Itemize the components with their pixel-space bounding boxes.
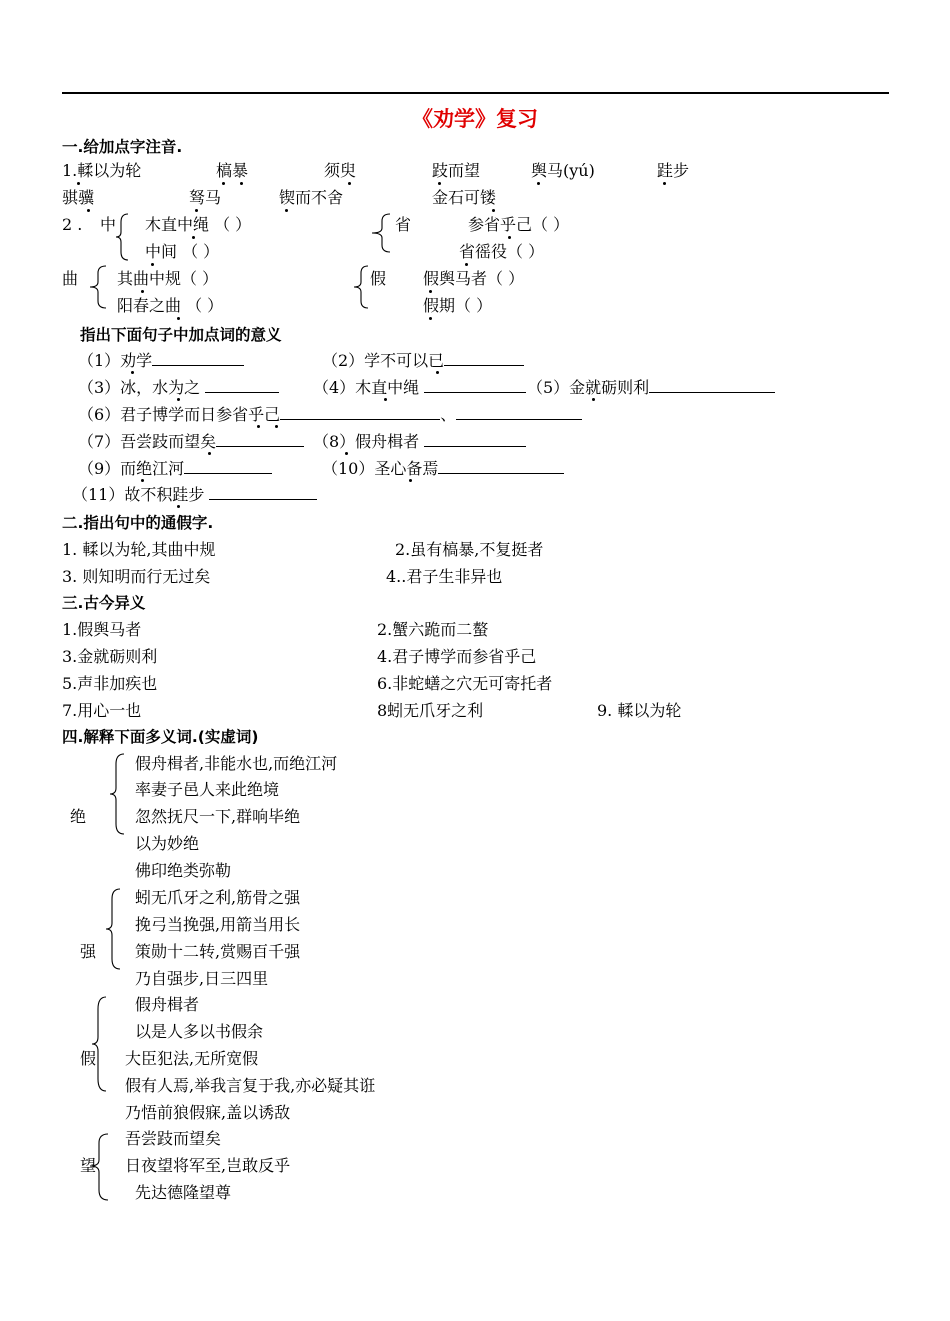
xing-a: 参省乎己（ ） [468,215,570,234]
meaning-item: （6）君子博学而日参省乎己 、 [78,404,582,425]
emphasis-dot [257,425,260,428]
emphasis-dot [195,209,198,212]
answer-blank[interactable] [444,350,524,366]
wang-example: 日夜望将军至,岂敢反乎 [125,1156,291,1175]
brace-icon [370,212,392,254]
meaning-item: （5）金就砺则利 [527,377,775,398]
zhong-a: 木直中绳 （ ） [145,215,252,234]
emphasis-dot [348,182,351,185]
emphasis-dot [240,182,243,185]
qiang-example: 策勋十二转,赏赐百千强 [135,942,301,961]
qiang-example: 挽弓当挽强,用箭当用长 [135,915,301,934]
jue-example: 佛印绝类弥勒 [135,861,232,880]
emphasis-dot [592,398,595,401]
polysemy-word-jue: 绝 [70,807,87,826]
wang-example: 吾尝跂而望矣 [125,1129,222,1148]
answer-blank[interactable] [424,431,526,447]
emphasis-dot [208,452,211,455]
emphasis-dot [537,182,540,185]
meaning-item: （9）而绝江河 [78,458,272,479]
word-9: 锲而不舍 [279,188,344,207]
word-10: 金石可镂 [432,188,497,207]
jue-example: 以为妙绝 [135,834,200,853]
meaning-item: （10）圣心备焉 [322,458,564,479]
brace-icon [108,752,126,836]
brace-icon [352,264,370,310]
section-4-heading: 四.解释下面多义词.(实虚词) [62,728,259,746]
polysemy-word-qiang: 强 [80,942,97,961]
item-2-number: 2 . [62,215,83,234]
emphasis-dot [508,236,511,239]
meaning-item: （1）劝学 [78,350,244,371]
zhong-char: 中 [100,215,117,234]
answer-blank[interactable] [438,458,564,474]
tongjia-item: 1. 輮以为轮,其曲中规 [62,540,216,559]
word-2: 槁暴 [216,161,249,180]
qu-char: 曲 [62,269,79,288]
section-3-heading: 三.古今异义 [62,594,146,612]
answer-blank[interactable] [424,377,526,393]
qiang-example: 乃自强步,日三四里 [135,969,269,988]
page-title: 《劝学》复习 [412,107,538,131]
tongjia-item: 2.虽有槁暴,不复挺者 [395,540,544,559]
answer-blank[interactable] [216,431,304,447]
gujin-item: 4.君子博学而参省乎己 [377,647,537,666]
answer-blank[interactable] [152,350,244,366]
gujin-item: 3.金就砺则利 [62,647,158,666]
emphasis-dot [151,263,154,266]
section-1-heading: 一.给加点字注音. [62,138,183,156]
qu-a: 其曲中规（ ） [117,269,219,288]
emphasis-dot [77,182,80,185]
answer-blank[interactable] [184,458,272,474]
word-3: 须臾 [324,161,357,180]
qu-b: 阳春之曲 （ ） [117,296,224,315]
jia-example: 乃悟前狼假寐,盖以诱敌 [125,1103,291,1122]
gujin-item: 7.用心一也 [62,701,142,720]
emphasis-dot [87,209,90,212]
jia-example: 假舟楫者 [135,995,200,1014]
tongjia-item: 4..君子生非异也 [386,567,503,586]
meaning-item: （2）学不可以已 [322,350,524,371]
jia-example: 大臣犯法,无所宽假 [125,1049,259,1068]
emphasis-dot [192,236,195,239]
answer-blank[interactable] [205,377,279,393]
brace-icon [88,264,108,310]
jue-example: 忽然抚尺一下,群响毕绝 [135,807,301,826]
xing-b: 省徭役（ ） [459,242,545,261]
meaning-item: （11）故不积跬步 [72,484,317,505]
answer-blank[interactable] [649,377,775,393]
emphasis-dot [141,479,144,482]
section-1-subheading: 指出下面句子中加点词的意义 [80,326,282,344]
tongjia-item: 3. 则知明而行无过矣 [62,567,211,586]
meaning-item: （4）木直中绳 [313,377,526,398]
word-5: 舆马(yú) [531,161,595,180]
answer-blank[interactable] [209,484,317,500]
word-1: 1.輮以为轮 [62,161,142,180]
emphasis-dot [131,371,134,374]
jia-example: 假有人焉,举我言复于我,亦必疑其诳 [125,1076,376,1095]
emphasis-dot [436,371,439,374]
emphasis-dot [177,505,180,508]
zhong-b: 中间 （ ） [145,242,220,261]
word-8: 驽马 [189,188,222,207]
emphasis-dot [409,479,412,482]
polysemy-word-wang: 望 [80,1156,97,1175]
xing-char: 省 [395,215,412,234]
word-4: 跂而望 [432,161,481,180]
brace-icon [90,995,108,1093]
meaning-item: （8）假舟楫者 [313,431,526,452]
qiang-example: 蚓无爪牙之利,筋骨之强 [135,888,301,907]
answer-blank[interactable] [456,404,582,420]
emphasis-dot [177,317,180,320]
emphasis-dot [285,209,288,212]
meaning-item: （7）吾尝跂而望矣 [78,431,304,452]
section-2-heading: 二.指出句中的通假字. [62,514,214,532]
gujin-item: 9. 輮以为轮 [597,701,682,720]
brace-icon [104,887,122,971]
gujin-item: 1.假舆马者 [62,620,142,639]
emphasis-dot [429,290,432,293]
word-7: 骐骥 [62,188,95,207]
emphasis-dot [222,182,225,185]
gujin-item: 5.声非加疾也 [62,674,158,693]
jia-a: 假舆马者（ ） [423,269,525,288]
emphasis-dot [177,398,180,401]
jia-b: 假期（ ） [423,296,493,315]
emphasis-dot [492,209,495,212]
emphasis-dot [429,317,432,320]
emphasis-dot [275,425,278,428]
answer-blank[interactable] [280,404,440,420]
emphasis-dot [345,452,348,455]
wang-example: 先达德隆望尊 [135,1183,232,1202]
jia-char: 假 [370,269,387,288]
gujin-item: 2.蟹六跪而二螯 [377,620,489,639]
emphasis-dot [465,263,468,266]
emphasis-dot [663,182,666,185]
jue-example: 率妻子邑人来此绝境 [135,780,280,799]
meaning-item: （3）冰，水为之 [78,377,279,398]
gujin-item: 6.非蛇蟮之穴无可寄托者 [377,674,553,693]
polysemy-word-jia: 假 [80,1049,97,1068]
emphasis-dot [141,290,144,293]
gujin-item: 8蚓无爪牙之利 [377,701,484,720]
header-rule [62,92,889,94]
emphasis-dot [438,182,441,185]
brace-icon [114,212,130,262]
jue-example: 假舟楫者,非能水也,而绝江河 [135,754,338,773]
jia-example: 以是人多以书假余 [135,1022,264,1041]
emphasis-dot [384,398,387,401]
word-6: 跬步 [657,161,690,180]
